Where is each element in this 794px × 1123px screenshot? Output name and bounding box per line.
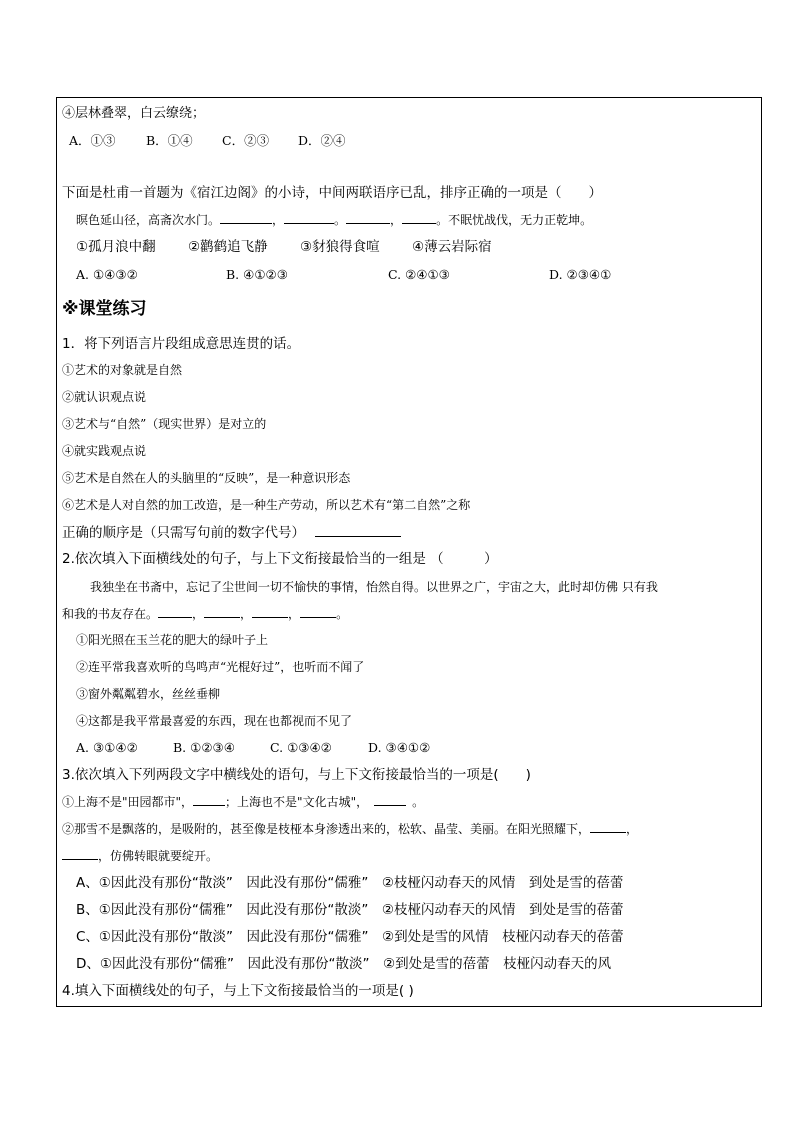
option-b: B．①④: [146, 133, 193, 148]
q3-line-3: [62, 846, 218, 866]
poem-start: 暝色延山径，高斋次水门。: [76, 213, 221, 227]
q1-item-2: ②就认识观点说: [62, 390, 147, 404]
poem-option-a: A. ①④③②: [76, 267, 138, 282]
q2-option-a: A. ③①④②: [76, 740, 138, 755]
q2-blank-1[interactable]: [158, 604, 192, 618]
poem-blank-4[interactable]: [402, 210, 436, 224]
q2-blank-2[interactable]: [204, 604, 240, 618]
q2-item-4: ④这都是我平常最喜爱的东西，现在也都视而不见了: [76, 714, 353, 728]
q3-option-c: C、①因此没有那份“散淡” 因此没有那份“儒雅” ②到处是雪的风情 枝桠闪动春天的蓓蕾: [76, 929, 624, 945]
q3-stem: 3.依次填入下列两段文字中横线处的语句，与上下文衔接最恰当的一项是( ): [62, 767, 531, 783]
option-d: D．②④: [298, 133, 346, 148]
q1-item-1: ①艺术的对象就是自然: [62, 363, 183, 377]
q2-stem: 2.依次填入下面横线处的句子，与上下文衔接最恰当的一组是 （ ）: [62, 551, 498, 567]
q2-option-b: B. ①②③④: [173, 740, 235, 755]
q3-line1-a: ①上海不是"田园都市"，: [62, 795, 194, 809]
q2-sep-4: 。: [336, 607, 349, 621]
q1-item-4: ④就实践观点说: [62, 444, 147, 458]
q3-option-b: B、①因此没有那份“儒雅” 因此没有那份“散淡” ②枝桠闪动春天的风情 到处是雪的蓓蕾: [76, 902, 624, 918]
q2-item-2: ②连平常我喜欢听的鸟鸣声“光棍好过”，也听而不闻了: [76, 660, 365, 674]
q3-option-a: A、①因此没有那份“散淡” 因此没有那份“儒雅” ②枝桠闪动春天的风情 到处是雪的蓓蕾: [76, 875, 624, 891]
q3-line1-b: ；上海也不是"文化古城"，: [225, 795, 369, 809]
q2-passage-start: 和我的书友存在。: [62, 607, 159, 621]
q2-passage-line-2: [62, 604, 348, 624]
poem-option-c: C. ②④①③: [388, 267, 450, 282]
poem-sep-4: 。: [436, 213, 449, 227]
q3-option-d: D、①因此没有那份“儒雅” 因此没有那份“散淡” ②到处是雪的蓓蕾 枝桠闪动春天的风: [76, 956, 612, 972]
poem-sep-2: 。: [334, 213, 347, 227]
q1-item-3: ③艺术与“自然”（现实世界）是对立的: [62, 417, 267, 431]
q3-line-2: [62, 819, 638, 839]
q2-item-1: ①阳光照在玉兰花的肥大的绿叶子上: [76, 633, 269, 647]
q2-blank-3[interactable]: [252, 604, 288, 618]
q3-line2-b: ，: [626, 822, 639, 836]
q3-blank-4[interactable]: [62, 846, 98, 860]
poem-blank-1[interactable]: [220, 210, 272, 224]
poem-sep-3: ，: [390, 213, 403, 227]
q3-line2-a: ②那雪不是飘落的，是吸附的，甚至像是枝桠本身渗透出来的，松软、晶莹、美丽。在阳光照耀下，: [62, 822, 591, 836]
option-c: C．②③: [222, 133, 270, 148]
poem-blank-2[interactable]: [284, 210, 334, 224]
q1-stem: 1．将下列语言片段组成意思连贯的话。: [62, 336, 301, 352]
q1-answer-blank[interactable]: [315, 523, 401, 537]
poem-line: [76, 210, 592, 230]
q3-blank-3[interactable]: [590, 819, 626, 833]
poem-option-b: B. ④①②③: [226, 267, 288, 282]
q2-sep-2: ，: [240, 607, 253, 621]
poem-item-1: ①孤月浪中翻: [76, 239, 156, 255]
q3-blank-2[interactable]: [374, 792, 406, 806]
poem-sep-1: ，: [272, 213, 285, 227]
q2-option-d: D. ③④①②: [368, 740, 431, 755]
q3-line3-b: ，仿佛转眼就要绽开。: [98, 849, 219, 863]
q2-sep-1: ，: [192, 607, 205, 621]
q1-answer-line: [62, 523, 401, 543]
section-title: ※课堂练习: [62, 299, 147, 319]
q2-option-c: C. ①③④②: [270, 740, 332, 755]
q2-sep-3: ，: [288, 607, 301, 621]
poem-blank-3[interactable]: [346, 210, 390, 224]
poem-item-4: ④薄云岩际宿: [412, 239, 492, 255]
q1-answer-prompt: 正确的顺序是（只需写句前的数字代号）: [62, 525, 305, 541]
poem-item-2: ②鹳鹤追飞静: [188, 239, 268, 255]
poem-item-3: ③豺狼得食喧: [300, 239, 380, 255]
poem-question-stem: 下面是杜甫一首题为《宿江边阁》的小诗，中间两联语序已乱，排序正确的一项是（ ）: [62, 185, 602, 201]
q3-line-1: [62, 792, 424, 812]
poem-end: 不眠忧战伐，无力正乾坤。: [448, 213, 593, 227]
poem-option-d: D. ②③④①: [549, 267, 612, 282]
q2-item-3: ③窗外粼粼碧水，丝丝垂柳: [76, 687, 221, 701]
q3-line1-c: 。: [412, 795, 425, 809]
q1-item-5: ⑤艺术是自然在人的头脑里的“反映”，是一种意识形态: [62, 471, 351, 485]
q2-blank-4[interactable]: [300, 604, 336, 618]
item-4-text: ④层林叠翠，白云缭绕；: [62, 106, 206, 121]
q3-blank-1[interactable]: [193, 792, 225, 806]
q4-stem: 4.填入下面横线处的句子，与上下文衔接最恰当的一项是( ): [62, 983, 414, 999]
q1-item-6: ⑥艺术是人对自然的加工改造，是一种生产劳动，所以艺术有“第二自然”之称: [62, 498, 471, 512]
option-a: A．①③: [69, 133, 116, 148]
q2-passage-line-1: 我独坐在书斋中，忘记了尘世间一切不愉快的事情，怡然自得。以世界之广，宇宙之大，此时却仿佛 只有我: [90, 580, 658, 594]
